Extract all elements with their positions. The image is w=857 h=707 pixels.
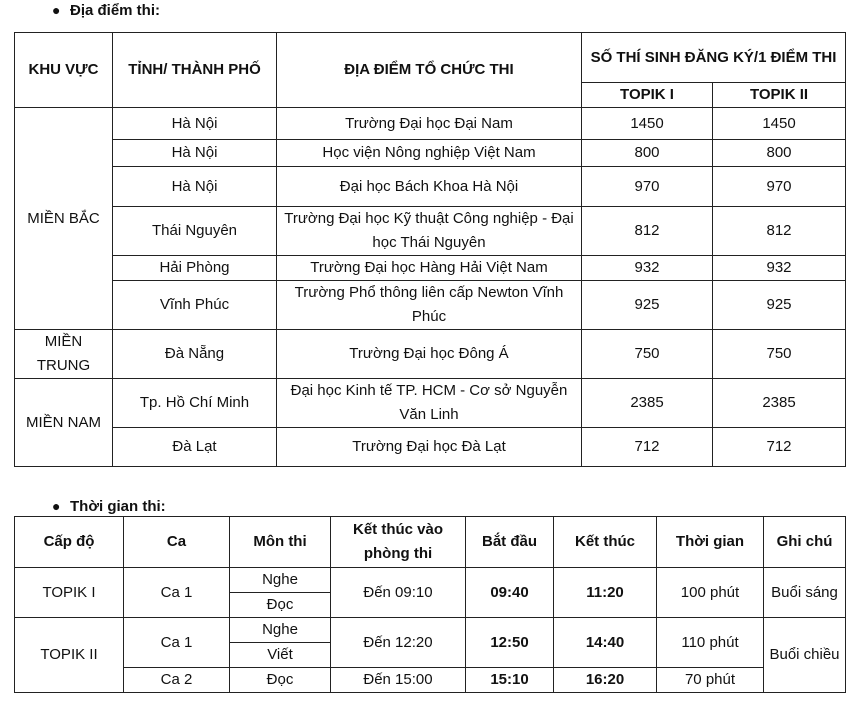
level-cell: TOPIK II (15, 618, 124, 693)
venue-cell: Trường Đại học Đại Nam (277, 108, 582, 140)
end-time-cell: 11:20 (554, 568, 657, 618)
topik1-count-cell: 2385 (582, 379, 713, 428)
entry-deadline-cell: Đến 12:20 (331, 618, 466, 668)
topik1-count-cell: 800 (582, 140, 713, 167)
start-time-cell: 12:50 (466, 618, 554, 668)
topik2-count-cell: 800 (713, 140, 846, 167)
venue-cell: Trường Đại học Kỹ thuật Công nghiệp - Đại học Thái Nguyên (277, 207, 582, 256)
section-title-text: Địa điểm thi: (70, 2, 161, 19)
subject-cell: Đọc (230, 593, 331, 618)
header-province: TỈNH/ THÀNH PHỐ (113, 33, 277, 108)
venue-cell: Đại học Kinh tế TP. HCM - Cơ sở Nguyễn Văn Linh (277, 379, 582, 428)
header-note: Ghi chú (764, 517, 846, 568)
end-time-cell: 16:20 (554, 668, 657, 693)
venue-cell: Trường Phổ thông liên cấp Newton Vĩnh Phúc (277, 281, 582, 330)
session-cell: Ca 2 (124, 668, 230, 693)
venue-cell: Trường Đại học Hàng Hải Việt Nam (277, 256, 582, 281)
venue-cell: Đại học Bách Khoa Hà Nội (277, 167, 582, 207)
header-venue: ĐỊA ĐIỂM TỔ CHỨC THI (277, 33, 582, 108)
header-topik1: TOPIK I (582, 83, 713, 108)
topik1-count-cell: 1450 (582, 108, 713, 140)
start-time-cell: 09:40 (466, 568, 554, 618)
header-session: Ca (124, 517, 230, 568)
topik2-count-cell: 2385 (713, 379, 846, 428)
header-end: Kết thúc (554, 517, 657, 568)
topik2-count-cell: 750 (713, 330, 846, 379)
entry-deadline-cell: Đến 15:00 (331, 668, 466, 693)
session-cell: Ca 1 (124, 568, 230, 618)
bullet-icon: ● (52, 498, 61, 514)
topik2-count-cell: 812 (713, 207, 846, 256)
topik2-count-cell: 712 (713, 428, 846, 467)
venue-cell: Trường Đại học Đông Á (277, 330, 582, 379)
note-cell: Buổi chiều (764, 618, 846, 693)
province-cell: Thái Nguyên (113, 207, 277, 256)
venue-cell: Học viện Nông nghiệp Việt Nam (277, 140, 582, 167)
region-cell: MIỀN TRUNG (15, 330, 113, 379)
province-cell: Tp. Hồ Chí Minh (113, 379, 277, 428)
topik2-count-cell: 925 (713, 281, 846, 330)
end-time-cell: 14:40 (554, 618, 657, 668)
duration-cell: 110 phút (657, 618, 764, 668)
province-cell: Hà Nội (113, 108, 277, 140)
topik1-count-cell: 970 (582, 167, 713, 207)
header-region: KHU VỰC (15, 33, 113, 108)
province-cell: Vĩnh Phúc (113, 281, 277, 330)
subject-cell: Đọc (230, 668, 331, 693)
topik1-count-cell: 712 (582, 428, 713, 467)
header-start: Bắt đầu (466, 517, 554, 568)
bullet-icon: ● (52, 2, 61, 18)
header-topik2: TOPIK II (713, 83, 846, 108)
region-cell: MIỀN BẮC (15, 108, 113, 330)
topik2-count-cell: 970 (713, 167, 846, 207)
header-entry-deadline: Kết thúc vào phòng thi (331, 517, 466, 568)
topik1-count-cell: 925 (582, 281, 713, 330)
subject-cell: Nghe (230, 568, 331, 593)
header-level: Cấp độ (15, 517, 124, 568)
header-subject: Môn thi (230, 517, 331, 568)
topik2-count-cell: 932 (713, 256, 846, 281)
topik1-count-cell: 812 (582, 207, 713, 256)
session-cell: Ca 1 (124, 618, 230, 668)
section-title-schedule (52, 497, 166, 516)
start-time-cell: 15:10 (466, 668, 554, 693)
entry-deadline-cell: Đến 09:10 (331, 568, 466, 618)
province-cell: Đà Lạt (113, 428, 277, 467)
header-registered: SỐ THÍ SINH ĐĂNG KÝ/1 ĐIỂM THI (582, 33, 846, 83)
province-cell: Hà Nội (113, 140, 277, 167)
header-duration: Thời gian (657, 517, 764, 568)
province-cell: Đà Nẵng (113, 330, 277, 379)
subject-cell: Nghe (230, 618, 331, 643)
topik2-count-cell: 1450 (713, 108, 846, 140)
level-cell: TOPIK I (15, 568, 124, 618)
venue-cell: Trường Đại học Đà Lạt (277, 428, 582, 467)
exam-schedule-table (14, 516, 846, 693)
duration-cell: 100 phút (657, 568, 764, 618)
subject-cell: Viết (230, 643, 331, 668)
region-cell: MIỀN NAM (15, 379, 113, 467)
note-cell: Buổi sáng (764, 568, 846, 618)
section-title-locations (52, 1, 160, 20)
topik1-count-cell: 750 (582, 330, 713, 379)
duration-cell: 70 phút (657, 668, 764, 693)
section-title-text: Thời gian thi: (70, 498, 166, 515)
province-cell: Hải Phòng (113, 256, 277, 281)
topik1-count-cell: 932 (582, 256, 713, 281)
exam-locations-table (14, 32, 846, 467)
province-cell: Hà Nội (113, 167, 277, 207)
